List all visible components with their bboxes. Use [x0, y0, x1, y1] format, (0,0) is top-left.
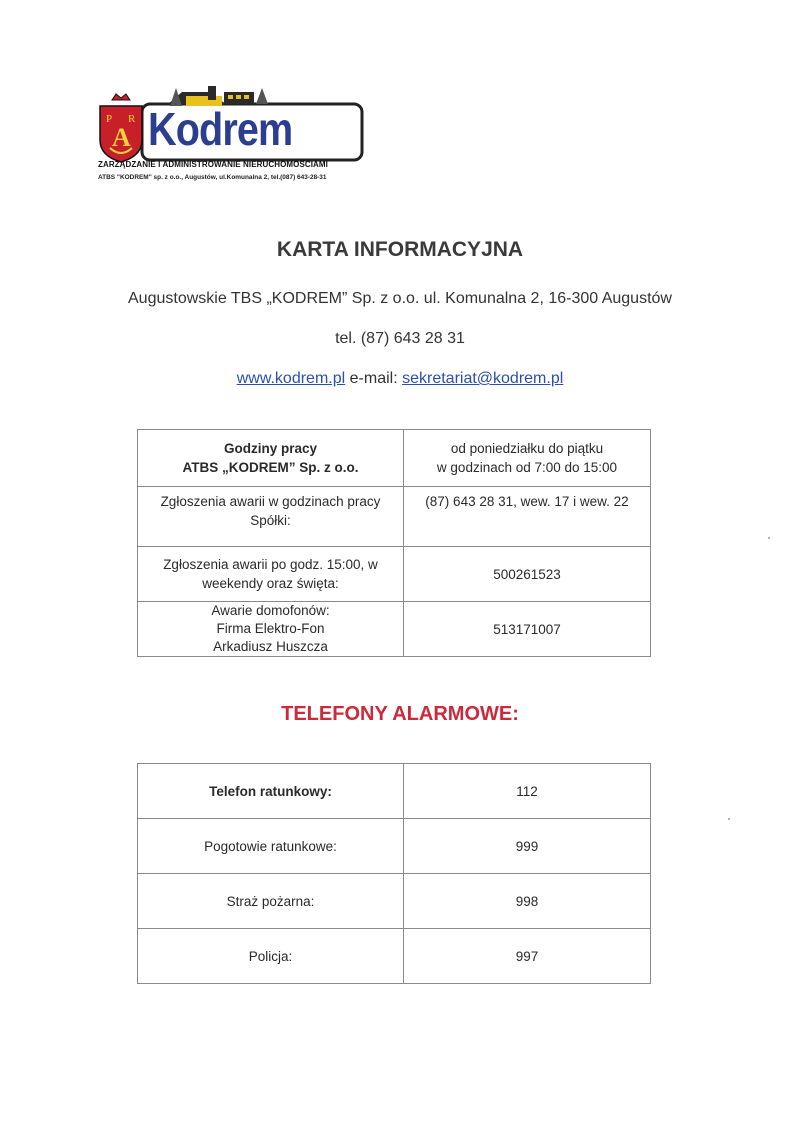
alarm-label-cell: Straż pożarna: [138, 874, 404, 929]
fault-work-label-cell [138, 487, 404, 547]
table-row [138, 764, 651, 819]
alarm-number-cell: 998 [404, 874, 651, 929]
hours-value-line: w godzinach od 7:00 do 15:00 [436, 460, 618, 475]
fault-after-value-cell: 500261523 [404, 547, 651, 602]
logo-address: ATBS "KODREM" sp. z o.o., Augustów, ul.Komunalna 2, tel.(087) 643-28-31 [98, 174, 327, 181]
intercom-label-line: Arkadiusz Huszcza [213, 639, 328, 654]
fault-work-label-line: Zgłoszenia awarii w godzinach pracy [160, 494, 381, 509]
table-row [138, 819, 651, 874]
page-title: KARTA INFORMACYJNA [276, 238, 524, 261]
fault-after-label-line: Zgłoszenia awarii po godz. 15:00, w [163, 557, 378, 572]
svg-text:R: R [128, 113, 136, 125]
table-row [138, 874, 651, 929]
info-table [137, 429, 651, 657]
email-label: e-mail: [345, 370, 403, 387]
table-row [138, 547, 651, 602]
phone-line: tel. (87) 643 28 31 [335, 330, 465, 347]
alarm-label-cell: Pogotowie ratunkowe: [138, 819, 404, 874]
alarm-label-cell: Policja: [138, 929, 404, 984]
scan-speck [728, 818, 730, 820]
alarm-heading: TELEFONY ALARMOWE: [281, 703, 519, 725]
logo-tagline: ZARZĄDZANIE I ADMINISTROWANIE NIERUCHOMOŚCIAMI [98, 159, 328, 169]
hours-label-line: ATBS „KODREM” Sp. z o.o. [182, 460, 359, 475]
table-row [138, 929, 651, 984]
svg-text:P: P [106, 113, 113, 125]
hours-label-line: Godziny pracy [223, 441, 318, 456]
alarm-table [137, 763, 651, 984]
company-logo [96, 82, 366, 188]
website-link[interactable]: www.kodrem.pl [236, 370, 346, 387]
table-row [138, 430, 651, 487]
alarm-number-cell: 997 [404, 929, 651, 984]
email-link[interactable]: sekretariat@kodrem.pl [402, 370, 564, 387]
logo-wordmark: Kodrem [148, 103, 293, 155]
fault-work-label-line: Spółki: [250, 513, 291, 528]
intercom-label-line: Firma Elektro-Fon [216, 621, 325, 636]
scan-speck [768, 537, 770, 539]
table-row [138, 487, 651, 547]
intercom-value-cell: 513171007 [404, 602, 651, 657]
contact-line [0, 370, 800, 388]
svg-text:A: A [112, 123, 131, 152]
alarm-label-cell: Telefon ratunkowy: [138, 764, 404, 819]
alarm-number-cell: 112 [404, 764, 651, 819]
intercom-label-cell [138, 602, 404, 657]
intercom-label-line: Awarie domofonów: [211, 603, 330, 618]
fault-work-value-cell: (87) 643 28 31, wew. 17 i wew. 22 [404, 487, 651, 547]
company-line: Augustowskie TBS „KODREM” Sp. z o.o. ul. Komunalna 2, 16-300 Augustów [128, 290, 672, 307]
fault-after-label-cell [138, 547, 404, 602]
hours-label-cell [138, 430, 404, 487]
crest-icon [100, 94, 142, 162]
fault-after-label-line: weekendy oraz święta: [202, 576, 339, 591]
alarm-number-cell: 999 [404, 819, 651, 874]
hours-value-line: od poniedziałku do piątku [450, 441, 604, 456]
hours-value-cell [404, 430, 651, 487]
table-row [138, 602, 651, 657]
